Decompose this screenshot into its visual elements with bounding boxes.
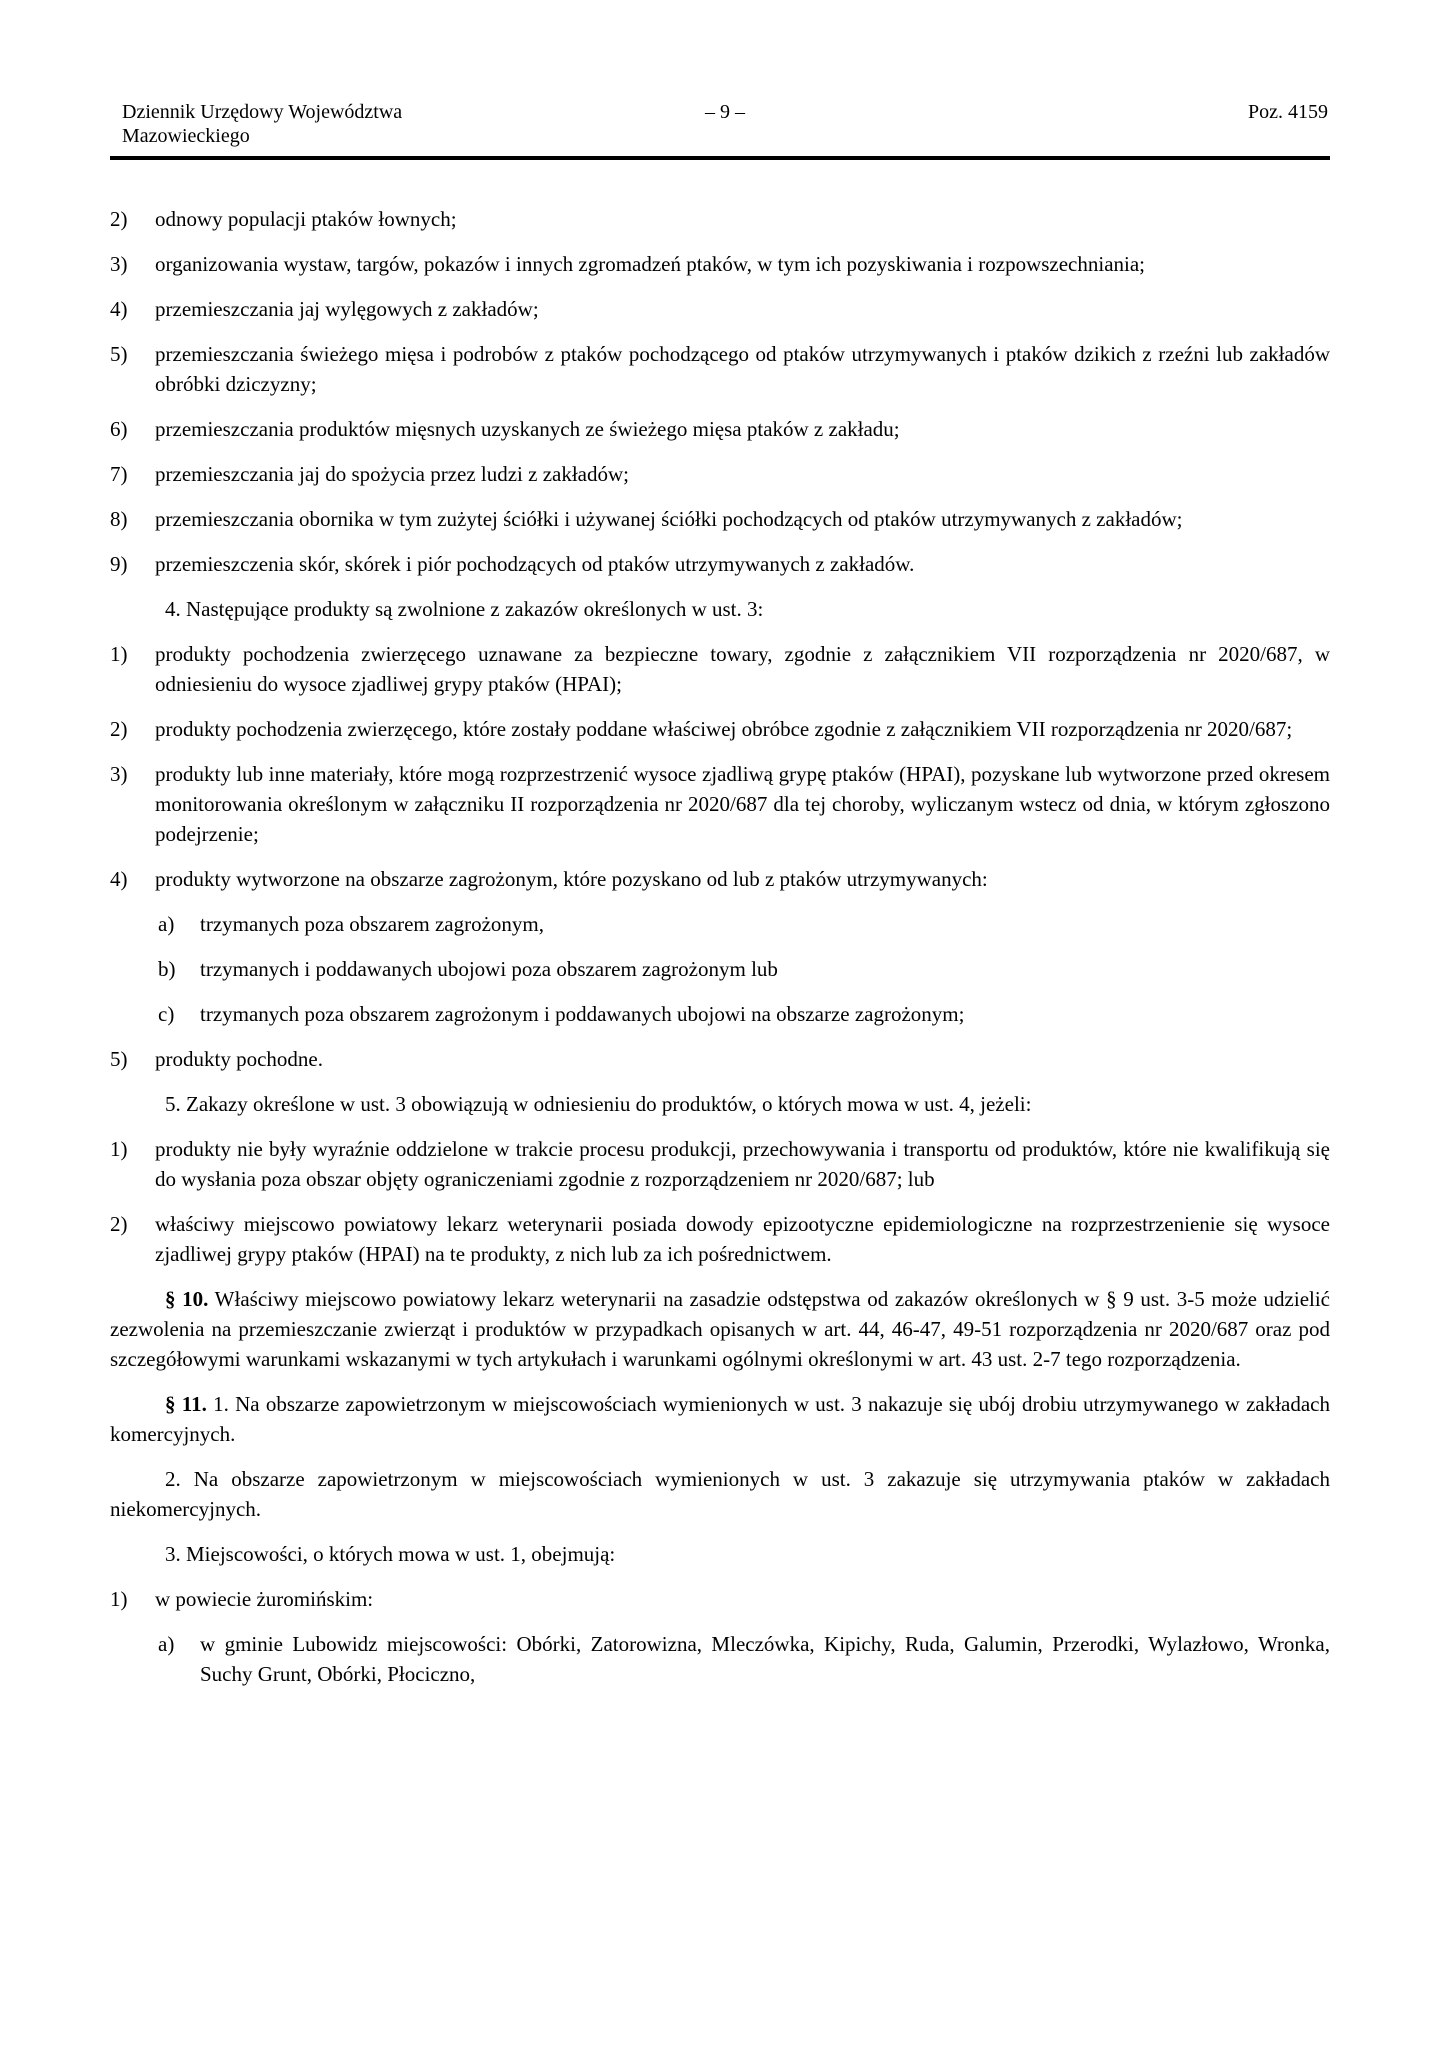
list-item	[110, 504, 1330, 534]
list-item-marker: 1)	[110, 642, 128, 666]
paragraph-text: 5. Zakazy określone w ust. 3 obowiązują w odniesieniu do produktów, o których mowa w ust. 4, jeżeli:	[165, 1092, 1032, 1116]
list-item	[110, 714, 1330, 744]
list-item	[110, 204, 1330, 234]
section-symbol: § 11.	[165, 1392, 207, 1416]
list-item-text: produkty pochodne.	[155, 1047, 323, 1071]
list-item-text: w powiecie żuromińskim:	[155, 1587, 374, 1611]
list-item-marker: 3)	[110, 762, 128, 786]
paragraph-text: Właściwy miejscowo powiatowy lekarz weterynarii na zasadzie odstępstwa od zakazów określonych w § 9 ust. 3-5 może udzielić zezwolenia na przemieszczanie zwierząt i produktów w przypadkach opisanych w art. 44, 46-47, 49-51 rozporządzenia nr 2020/687 oraz pod szczegółowymi warunkami wskazanymi w tych artykułach i warunkami ogólnymi określonymi w art. 43 ust. 2-7 tego rozporządzenia.	[110, 1287, 1330, 1371]
paragraph	[110, 1464, 1330, 1524]
list-item-marker: b)	[158, 957, 176, 981]
list-item	[110, 759, 1330, 849]
paragraph-text: 3. Miejscowości, o których mowa w ust. 1, obejmują:	[165, 1542, 616, 1566]
list-item-marker: 5)	[110, 1047, 128, 1071]
list-item-marker: 1)	[110, 1137, 128, 1161]
list-item-text: produkty nie były wyraźnie oddzielone w trakcie procesu produkcji, przechowywania i transportu od produktów, które nie kwalifikują się do wysłania poza obszar objęty ograniczeniami zgodnie z rozporządzeniem nr 2020/687; lub	[155, 1137, 1330, 1191]
list-item-text: produkty pochodzenia zwierzęcego uznawane za bezpieczne towary, zgodnie z załącznikiem VII rozporządzenia nr 2020/687, w odniesieniu do wysoce zjadliwej grypy ptaków (HPAI);	[155, 642, 1330, 696]
list-item-marker: 3)	[110, 252, 128, 276]
list-item-marker: 6)	[110, 417, 128, 441]
list-item-text: trzymanych poza obszarem zagrożonym i poddawanych ubojowi na obszarze zagrożonym;	[200, 1002, 965, 1026]
list-item-text: organizowania wystaw, targów, pokazów i innych zgromadzeń ptaków, w tym ich pozyskiwania i rozpowszechniania;	[155, 252, 1146, 276]
list-item	[110, 339, 1330, 399]
paragraph	[110, 1284, 1330, 1374]
list-item	[110, 1584, 1330, 1614]
section-symbol: § 10.	[165, 1287, 209, 1311]
list-item	[158, 999, 1330, 1029]
position-number: Poz. 4159	[1248, 101, 1328, 123]
list-item	[110, 639, 1330, 699]
paragraph	[110, 1539, 1330, 1569]
list-item-marker: 2)	[110, 1212, 128, 1236]
list-item	[158, 1629, 1330, 1689]
list-item-text: trzymanych poza obszarem zagrożonym,	[200, 912, 545, 936]
journal-title: Dziennik Urzędowy Województwa Mazowieckiego	[122, 101, 403, 147]
list-item	[158, 954, 1330, 984]
list-item	[110, 549, 1330, 579]
list-item-marker: a)	[158, 1632, 175, 1656]
list-item	[110, 1134, 1330, 1194]
document-body	[110, 204, 1330, 1689]
paragraph	[110, 594, 1330, 624]
list-item	[110, 249, 1330, 279]
list-item	[110, 294, 1330, 324]
list-item-text: przemieszczania obornika w tym zużytej ściółki i używanej ściółki pochodzących od ptaków utrzymywanych z zakładów;	[155, 507, 1183, 531]
list-item-text: właściwy miejscowo powiatowy lekarz weterynarii posiada dowody epizootyczne epidemiologiczne na rozprzestrzenienie się wysoce zjadliwej grypy ptaków (HPAI) na te produkty, z nich lub za ich pośrednictwem.	[155, 1212, 1330, 1266]
list-item-marker: 1)	[110, 1587, 128, 1611]
page-header	[110, 100, 1330, 156]
list-item	[110, 864, 1330, 894]
paragraph	[110, 1089, 1330, 1119]
paragraph-text: 4. Następujące produkty są zwolnione z zakazów określonych w ust. 3:	[165, 597, 764, 621]
page-number: – 9 –	[705, 101, 745, 123]
list-item-text: w gminie Lubowidz miejscowości: Obórki, Zatorowizna, Mleczówka, Kipichy, Ruda, Galumin, Przerodki, Wylazłowo, Wronka, Suchy Grunt, Obórki, Płociczno,	[200, 1632, 1330, 1686]
list-item	[110, 414, 1330, 444]
list-item-text: przemieszczania produktów mięsnych uzyskanych ze świeżego mięsa ptaków z zakładu;	[155, 417, 900, 441]
list-item-text: produkty lub inne materiały, które mogą rozprzestrzenić wysoce zjadliwą grypę ptaków (HPAI), pozyskane lub wytworzone przed okresem monitorowania określonym w załączniku II rozporządzenia nr 2020/687 dla tej choroby, wyliczanym wstecz od dnia, w którym zgłoszono podejrzenie;	[155, 762, 1330, 846]
list-item-text: przemieszczenia skór, skórek i piór pochodzących od ptaków utrzymywanych z zakładów.	[155, 552, 915, 576]
list-item-marker: 8)	[110, 507, 128, 531]
list-item	[110, 459, 1330, 489]
list-item-text: przemieszczania jaj do spożycia przez ludzi z zakładów;	[155, 462, 630, 486]
list-item	[110, 1209, 1330, 1269]
list-item-text: odnowy populacji ptaków łownych;	[155, 207, 457, 231]
list-item-marker: 2)	[110, 207, 128, 231]
paragraph-text: 2. Na obszarze zapowietrzonym w miejscowościach wymienionych w ust. 3 zakazuje się utrzymywania ptaków w zakładach niekomercyjnych.	[110, 1467, 1330, 1521]
header-rule	[110, 156, 1330, 160]
list-item-marker: 4)	[110, 867, 128, 891]
paragraph	[110, 1389, 1330, 1449]
list-item-text: trzymanych i poddawanych ubojowi poza obszarem zagrożonym lub	[200, 957, 778, 981]
list-item-marker: c)	[158, 1002, 175, 1026]
list-item-marker: a)	[158, 912, 175, 936]
list-item-marker: 2)	[110, 717, 128, 741]
list-item-marker: 5)	[110, 342, 128, 366]
list-item-text: produkty pochodzenia zwierzęcego, które zostały poddane właściwej obróbce zgodnie z załącznikiem VII rozporządzenia nr 2020/687;	[155, 717, 1293, 741]
list-item	[110, 1044, 1330, 1074]
list-item-text: przemieszczania jaj wylęgowych z zakładów;	[155, 297, 539, 321]
list-item	[158, 909, 1330, 939]
list-item-text: produkty wytworzone na obszarze zagrożonym, które pozyskano od lub z ptaków utrzymywanych:	[155, 867, 988, 891]
list-item-marker: 9)	[110, 552, 128, 576]
paragraph-text: 1. Na obszarze zapowietrzonym w miejscowościach wymienionych w ust. 3 nakazuje się ubój drobiu utrzymywanego w zakładach komercyjnych.	[110, 1392, 1331, 1446]
list-item-marker: 4)	[110, 297, 128, 321]
list-item-text: przemieszczania świeżego mięsa i podrobów z ptaków pochodzącego od ptaków utrzymywanych i ptaków dzikich z rzeźni lub zakładów obróbki dziczyzny;	[155, 342, 1330, 396]
list-item-marker: 7)	[110, 462, 128, 486]
